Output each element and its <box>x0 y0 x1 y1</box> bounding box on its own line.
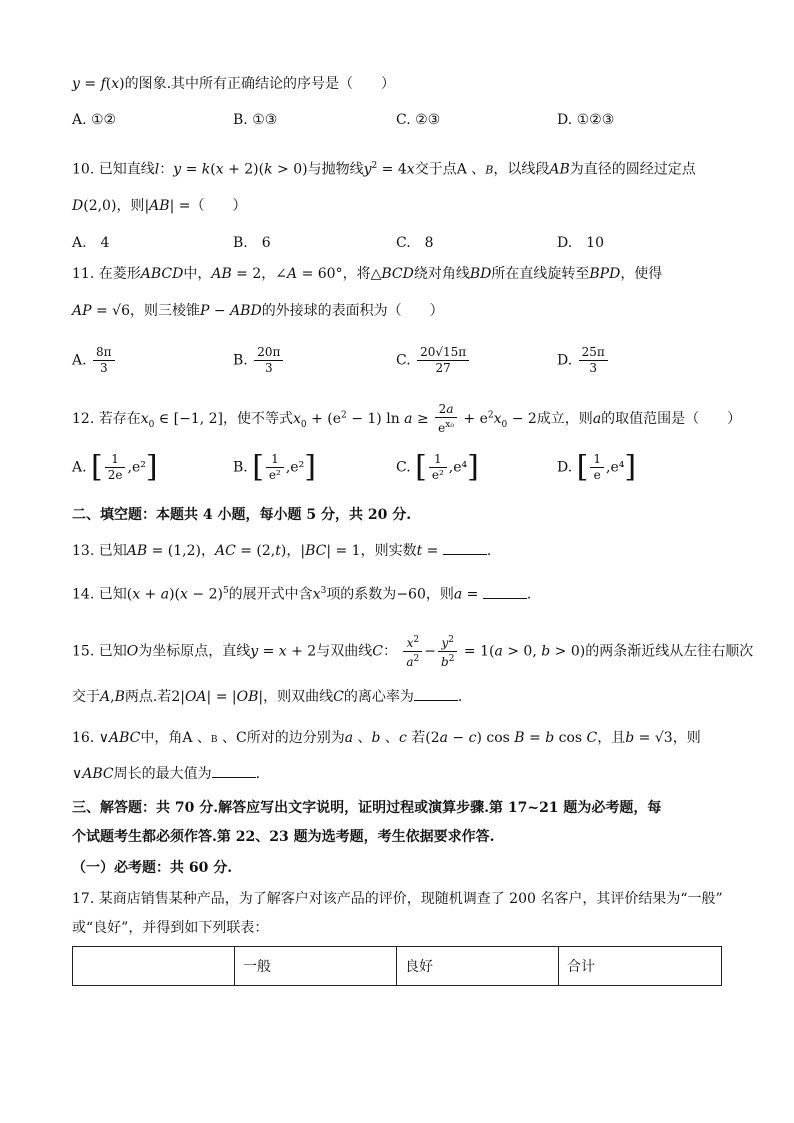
q11-option-a-num: 8π <box>93 345 115 361</box>
section-2-heading: 二、填空题：本题共 4 小题，每小题 5 分，共 20 分. <box>72 507 412 523</box>
q10-text-g: （ ） <box>190 198 247 214</box>
q12-option-b-right: e² <box>290 459 305 476</box>
section-3-subheading: （一）必考题：共 60 分. <box>72 860 233 876</box>
q12-option-c-right: e⁴ <box>453 459 468 476</box>
q16-number: 16. <box>72 730 95 746</box>
q15-text-e: 交于 <box>72 689 100 705</box>
q10-text-f: ，则 <box>116 198 145 214</box>
q13-text-b: ， <box>200 543 215 559</box>
q11-option-b-num: 20π <box>254 345 283 361</box>
q12-text-a: 若存在 <box>98 411 141 427</box>
q16-text-f: 周长的最大值为 <box>113 766 212 782</box>
q15-text-i: . <box>457 689 463 705</box>
q11-number: 11. <box>72 266 95 282</box>
q11-text-d: 绕对角线 <box>413 266 470 282</box>
q12-option-a-open: [ <box>91 449 103 485</box>
q13-answer-blank <box>443 540 487 555</box>
q12-option-d-den: e <box>593 468 601 482</box>
q12-option-a: A. [ $\frac{1}{2e}$ ,e²] <box>72 449 158 485</box>
q16-text-e: ，则 <box>672 730 701 746</box>
q10-option-b: B. 6 <box>233 235 271 251</box>
table-header-cell-1: 一般 <box>235 947 397 986</box>
q9-option-a: A. ①② <box>72 112 117 128</box>
q11-text-e: 所在直线旋转至 <box>491 266 590 282</box>
q12-option-d-num: 1 <box>590 452 604 468</box>
q17-line1: 17. 某商店销售某种产品，为了解客户对该产品的评价，现随机调查了 200 名客户，其评价结果为“一般” <box>72 891 723 907</box>
q12-number: 12. <box>72 411 95 427</box>
q15-text-f: 两点.若 <box>124 689 172 705</box>
q14-answer-blank <box>483 584 527 599</box>
q12-option-c-open: [ <box>415 449 427 485</box>
table-header-cell-2: 良好 <box>397 947 559 986</box>
q10-line1: 10. 已知直线l：y = k(x + 2)(k > 0)与抛物线$y^2 = 4x$交于点A 、B，以线段AB为直径的圆经过定点 <box>72 161 696 178</box>
q15-line1: 15. 已知O为坐标原点，直线y = x + 2与双曲线C： $\frac{x^2}{a^2}$ − $\frac{y^2}{b^2}$ = 1(a > 0, b > 0)的两条渐近线从左往右顺次 <box>72 635 754 669</box>
q12-option-a-close: ] <box>145 449 158 485</box>
q14-text-a: 已知 <box>98 586 127 603</box>
table-header-cell-3: 合计 <box>559 947 722 986</box>
q15-text-h: 的离心率为 <box>343 689 414 705</box>
q11-text-a: 在菱形 <box>98 266 141 282</box>
q16-text-d: ，且 <box>597 730 626 746</box>
table-row <box>73 947 722 986</box>
q12-option-a-num: 1 <box>105 452 126 468</box>
q13-text-e: . <box>486 543 492 559</box>
q13-number: 13. <box>72 543 95 559</box>
q16-text-c: 若 <box>411 730 426 746</box>
q11-text-c: ，将△ <box>342 266 382 282</box>
q12-option-d-close: ] <box>624 449 637 485</box>
q15-text-c: 与双曲线 <box>316 643 373 660</box>
q16-answer-blank <box>212 763 256 778</box>
q14-number: 14. <box>72 586 95 603</box>
q15-text-d: 的两条渐近线从左往右顺次 <box>585 643 754 660</box>
q13-text-c: ， <box>286 543 301 559</box>
q11-option-b-den: 3 <box>264 361 273 375</box>
q16-line1: 16. ∨ABC中，角A 、B 、C所对的边分别为a 、b 、c 若(2a − c) cos B = b cos C，且b = √3，则 <box>72 730 701 746</box>
q12-option-d: D. [ $\frac{1}{e}$ ,e⁴] <box>557 449 637 485</box>
q12-option-c-den: e² <box>431 468 444 482</box>
q9-option-d: D. ①②③ <box>557 112 615 128</box>
q17-line2: 或“良好”，并得到如下列联表： <box>72 920 269 936</box>
q15-text-a: 已知 <box>98 643 127 660</box>
q12-text-d: 的取值范围是（ ） <box>601 411 742 427</box>
q12-option-d-right: e⁴ <box>610 459 625 476</box>
q11-option-d-den: 3 <box>589 361 598 375</box>
q12-option-b-label: B. <box>233 459 248 476</box>
q12-option-c-num: 1 <box>429 452 447 468</box>
q15-line2: 交于A,B两点.若2|OA| = |OB|，则双曲线C的离心率为 . <box>72 686 462 708</box>
q11-option-d-num: 25π <box>579 345 608 361</box>
q11-option-b <box>233 345 285 376</box>
q13-text-a: 已知 <box>98 543 127 559</box>
q15-answer-blank <box>414 686 458 701</box>
q12-text-c: 成立，则 <box>536 411 593 427</box>
q12-option-a-den: 2e <box>107 468 123 482</box>
q12-option-a-label: A. <box>72 459 87 476</box>
q13-line: 13. 已知AB = (1,2)，AC = (2,t)，|BC| = 1，则实数t = . <box>72 540 491 562</box>
q11-text-h: 的外接球的表面积为（ ） <box>261 303 444 319</box>
q11-option-b-label: B. <box>233 352 248 369</box>
q12-option-b: B. [ $\frac{1}{\text{e²}}$ ,e²] <box>233 449 316 485</box>
section-3-heading-line1: 三、解答题：共 70 分.解答应写出文字说明，证明过程或演算步骤.第 17~21 题为必考题，每 <box>72 800 662 816</box>
q12-option-b-num: 1 <box>266 452 284 468</box>
q12-line1: 12. 若存在$x_0$ ∈ [−1, 2]，使不等式$x_0 + (e^2 - 1)$ ln a ≥ $\frac{2a}{e^{x_0}}$ + $e^2x_0 - 2$成立，则a的取值范围是（ ） <box>72 402 742 435</box>
contingency-table <box>72 946 722 986</box>
q11-option-a-label: A. <box>72 352 87 369</box>
q9-option-b: B. ①③ <box>233 112 278 128</box>
q10-text-b: 与抛物线 <box>307 161 364 178</box>
q14-text-b: 的展开式中含 <box>228 586 313 603</box>
q11-option-d-label: D. <box>557 352 573 369</box>
q10-text-d: ，以线段 <box>493 161 550 178</box>
q11-option-a-den: 3 <box>99 361 108 375</box>
q12-option-c-label: C. <box>396 459 411 476</box>
q14-text-d: ，则 <box>425 586 454 603</box>
q10-text-a: 已知直线 <box>98 161 155 178</box>
q11-line2: AP = √6，则三棱锥P − ABD的外接球的表面积为（ ） <box>72 303 444 319</box>
q11-option-c-num: 20√15π <box>417 345 469 361</box>
q11-line1: 11. 在菱形ABCD中，AB = 2，∠A = 60°，将△BCD绕对角线BD所在直线旋转至BPD，使得 <box>72 266 663 282</box>
q10-option-d: D. 10 <box>557 235 604 251</box>
q12-option-c-close: ] <box>467 449 479 485</box>
q16-line2: ∨ABC周长的最大值为 . <box>72 763 260 785</box>
q16-text-g: . <box>255 766 261 782</box>
q11-option-d <box>557 345 610 376</box>
q14-text-c: 项的系数为 <box>326 586 397 603</box>
q16-text-b: 所对的边分别为 <box>246 730 345 746</box>
q12-text-b: ，使不等式 <box>223 411 293 427</box>
q9-option-c: C. ②③ <box>396 112 441 128</box>
q12-option-b-den: e² <box>268 468 281 482</box>
q9-tail-text: 的图象.其中所有正确结论的序号是（ ） <box>124 76 396 92</box>
q12-option-b-open: [ <box>252 449 264 485</box>
q11-option-c <box>396 345 471 376</box>
q11-text-f: ，使得 <box>620 266 663 282</box>
q11-option-c-den: 27 <box>435 361 451 375</box>
q15-number: 15. <box>72 643 95 660</box>
q10-option-c: C. 8 <box>396 235 434 251</box>
section-3-heading-line2: 个试题考生都必须作答.第 22、23 题为选考题，考生依据要求作答. <box>72 829 495 845</box>
q11-text-b: 中， <box>183 266 212 282</box>
q12-option-a-right: e² <box>131 459 146 476</box>
q12-option-d-open: [ <box>576 449 589 485</box>
q14-text-e: . <box>526 586 532 603</box>
q12-option-c: C. [ $\frac{1}{\text{e²}}$ ,e⁴] <box>396 449 479 485</box>
q10-option-a: A. 4 <box>72 235 110 251</box>
q13-text-d: ，则实数 <box>360 543 417 559</box>
q11-text-g: ，则三棱锥 <box>130 303 200 319</box>
q11-option-a <box>72 345 117 376</box>
q14-line: 14. 已知$(x + a)(x - 2)^5$的展开式中含$x^3$项的系数为−60，则a = . <box>72 580 531 606</box>
q12-option-b-close: ] <box>304 449 316 485</box>
q9-tail-line: y = f(x)的图象.其中所有正确结论的序号是（ ） <box>72 76 396 92</box>
q16-text-a: 中，角 <box>140 730 183 746</box>
q10-number: 10. <box>72 161 95 178</box>
q11-option-c-label: C. <box>396 352 411 369</box>
q10-text-c: 交于点 <box>414 161 457 178</box>
q12-option-d-label: D. <box>557 459 573 476</box>
q15-text-b: 为坐标原点，直线 <box>138 643 251 660</box>
q15-text-g: ，则双曲线 <box>263 689 334 705</box>
table-header-cell-0 <box>73 947 235 986</box>
q10-text-e: 为直径的圆经过定点 <box>569 161 696 178</box>
q10-line2: D(2,0)，则|AB| =（ ） <box>72 198 247 214</box>
